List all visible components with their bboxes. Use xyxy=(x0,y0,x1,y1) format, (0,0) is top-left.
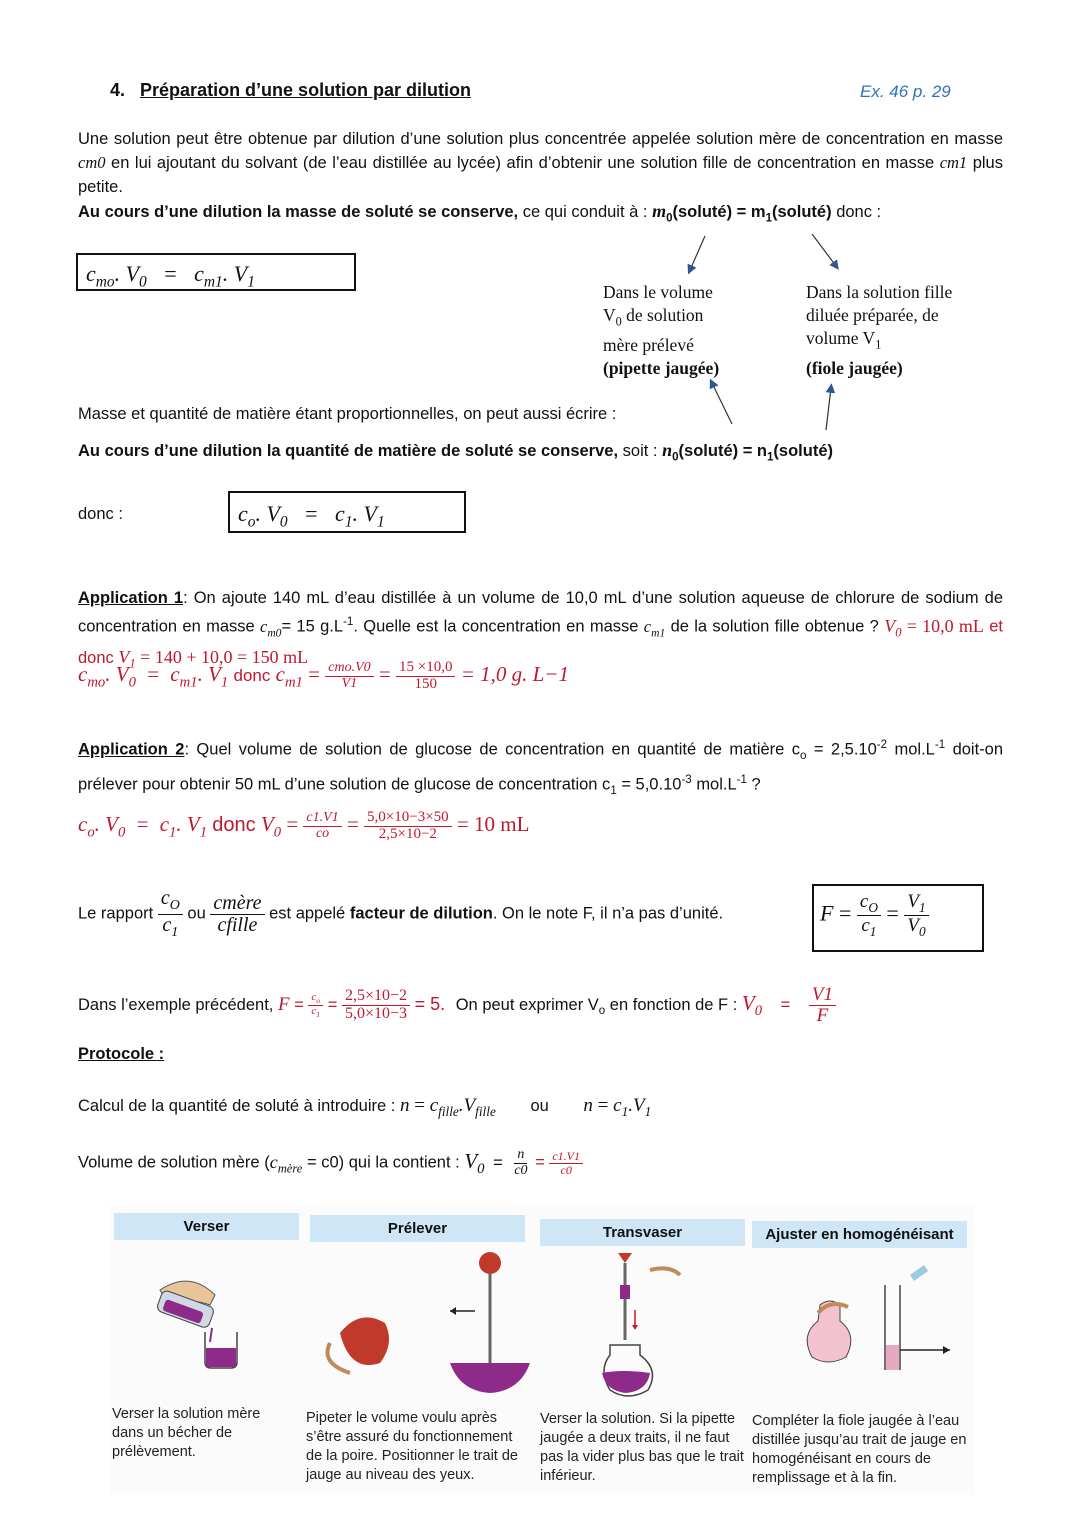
protocol-title: Protocole : xyxy=(78,1045,165,1063)
fraction-4: $\frac{5,0\times 10-3\times 50}{2,5\times 10-2}$ xyxy=(364,810,452,843)
section-number: 4. xyxy=(110,80,126,100)
fraction-1: $\frac{\text{cmo.V0}}{V1}$ xyxy=(325,661,373,691)
mass-conservation-line: Au cours d’une dilution la masse de soluté se conserve, ce qui conduit à : $m_0(soluté)$ = $m_1(soluté)$ donc : xyxy=(78,201,882,225)
application-2-statement: Application 2: Quel volume de solution de glucose de concentration en quantité de matière $c_o = 2,5.10^{-2}$ $mol.L^{-1}$ doit-on prélever pour obtenir 50 mL d’une solution de glucose de concentration $c_1 = 5,0.10^{-3}$ $mol.L^{-1}$ ? xyxy=(78,739,1004,797)
dilution-factor-line: Le rapport $\frac{c_O}{c_1}$ ou $\frac{\text{cmère}}{\text{cfille}}$ est appelé facteur de dilution. On le note F, il n’a pas d’unité. xyxy=(78,887,724,940)
cm1-symbol: cm1 xyxy=(939,153,968,172)
quantity-formula-box: $c_o$. $V_0 = c_1$. $V_1$ xyxy=(228,491,466,533)
step-text-verser: Verser la solution mère dans un bécher de prélèvement. xyxy=(112,1406,261,1460)
section-title: Préparation d’une solution par dilution xyxy=(140,80,472,100)
protocol-line-1: Calcul de la quantité de soluté à introduire : $n = c_{fille}.V_{fille}$ ou $n = c_1.V_1$ xyxy=(78,1095,652,1119)
fraction-2: $\frac{15 \times 10,0}{150}$ xyxy=(396,660,455,693)
example-line: Dans l’exemple précédent, F = $\frac{c_o}{c_1}$ = $\frac{2,5\times 10-2}{5,0\times 10-3}$ = 5. On peut exprimer $V_o$ en fonction de F : $V_0$ = $\frac{V1}{F}$ xyxy=(78,985,836,1026)
step-header-verser: Verser xyxy=(114,1213,299,1240)
fraction-3: $\frac{c1.V1}{co}$ xyxy=(303,811,341,841)
step-header-ajuster: Ajuster en homogénéisant xyxy=(752,1221,967,1248)
exercise-reference: Ex. 46 p. 29 xyxy=(860,82,951,101)
dilution-factor-box: F = $\frac{c_O}{c_1}$ = $\frac{V_1}{V_0}$ xyxy=(812,884,984,952)
arrow-down-daughter xyxy=(812,234,836,266)
application-1-solution: $c_{mo}$. $V_0 = c_{m1}$. $V_1$ donc $c_{m1}$ = $\frac{\text{cmo.V0}}{V1}$ = $\frac{15 \times 10,0}{150}$ = 1,0 g. L−1 xyxy=(78,659,569,692)
annotation-mother: Dans le volume $V_0$ de solution mère prélevé (pipette jaugée) xyxy=(603,282,720,378)
quantity-conservation-line: Au cours d’une dilution la quantité de matière de soluté se conserve, soit : $n_0(soluté)$ = $n_1(soluté)$ xyxy=(78,440,834,464)
annotation-daughter: Dans la solution fille diluée préparée, de volume $V_1$ (fiole jaugée) xyxy=(806,282,953,378)
protocol-steps-panel xyxy=(110,1205,975,1495)
donc-label: donc : xyxy=(78,505,123,523)
application-1-result: = 1,0 g. L−1 xyxy=(460,662,569,687)
pipetting-illustration xyxy=(310,1243,530,1403)
step-text-ajuster: Compléter la fiole jaugée à l’eau distillée jusqu’au trait de jauge en homogénéisant en cours de remplissage et à la fin. xyxy=(752,1413,967,1486)
adjusting-illustration xyxy=(800,1265,970,1385)
step-header-prelever: Prélever xyxy=(310,1215,525,1242)
proportional-text: Masse et quantité de matière étant proportionnelles, on peut aussi écrire : xyxy=(78,405,617,423)
arrow-up-mother xyxy=(712,383,732,424)
cm0-symbol: cm0 xyxy=(78,153,106,172)
mass-formula-box: $c_{mo}$. $V_0 = c_{m1}$. $V_1$ xyxy=(76,253,356,291)
application-2-solution: $c_o$. $V_0 = c_1$. $V_1$ donc $V_0$ = $\frac{c1.V1}{co}$ = $\frac{5,0\times 10-3\times 50}{2,5\times 10-2}$ = 10 mL xyxy=(78,809,530,842)
protocol-line-2: Volume de solution mère $(c_{mère} = c0)$ qui la contient : $V_0$ = $\frac{n}{c0}$ = $\frac{c1.V1}{c0}$ xyxy=(78,1148,583,1178)
pouring-illustration xyxy=(150,1260,290,1370)
application-2-result: = 10 mL xyxy=(456,812,530,837)
step-text-transvaser: Verser la solution. Si la pipette jaugée a deux traits, il ne faut pas la vider plus bas que le trait inférieur. xyxy=(540,1411,744,1484)
step-text-prelever: Pipeter le volume voulu après s’être assuré du fonctionnement de la poire. Positionner le trait de jauge au niveau des yeux. xyxy=(306,1410,518,1483)
application-1-statement: Application 1: On ajoute 140 mL d’eau distillée à un volume de 10,0 mL d’une solution aqueuse de chlorure de sodium de concentration en masse $c_{m0}= 15$ $g.L^{-1}$. Quelle est la concentration en masse $c_{m1}$ de la solution fille obtenue ? $V_0 = 10,0$ mL et donc $V_1 = 140 + 10,0 = 150$ mL xyxy=(78,589,1003,671)
step-header-transvaser: Transvaser xyxy=(540,1219,745,1246)
annotation-arrows xyxy=(0,0,1080,460)
arrow-up-daughter xyxy=(826,388,831,430)
arrow-down-mother xyxy=(690,236,705,270)
transferring-illustration xyxy=(580,1245,710,1405)
intro-paragraph: Une solution peut être obtenue par dilution d’une solution plus concentrée appelée solution mère de concentration en masse cm0 en lui ajoutant du solvant (de l’eau distillée au lycée) afin d’obtenir une solution fille de concentration en masse cm1 plus petite. xyxy=(78,130,1003,196)
